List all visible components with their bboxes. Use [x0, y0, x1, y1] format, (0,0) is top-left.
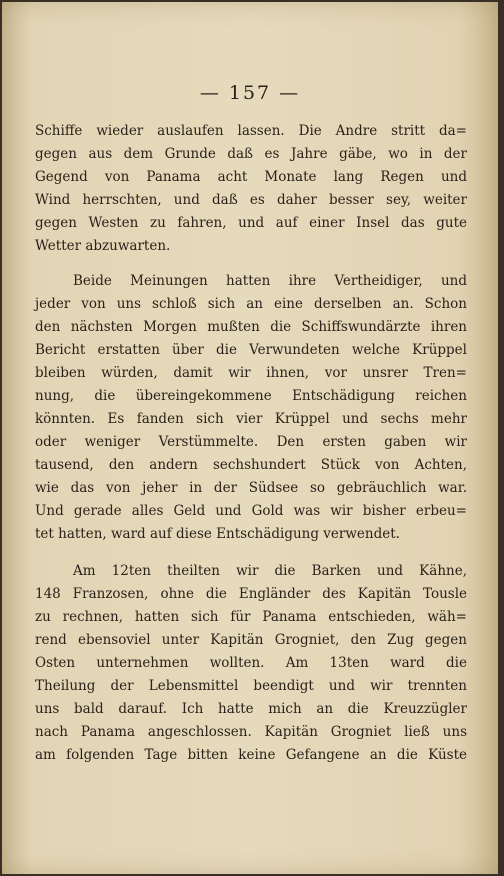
book-page [2, 2, 498, 874]
paragraph-2 [35, 270, 467, 546]
text-line: 148 Franzosen, ohne die Engländer des Kapitän Tousle [35, 586, 467, 602]
text-line: gegen aus dem Grunde daß es Jahre gäbe, wo in der [35, 146, 467, 162]
page-body [35, 120, 467, 767]
text-line: Beide Meinungen hatten ihre Vertheidiger, und [73, 273, 467, 289]
text-line: Und gerade alles Geld und Gold was wir bisher erbeu= [35, 503, 467, 519]
text-line: Theilung der Lebensmittel beendigt und wir trennten [35, 678, 467, 694]
text-line: bleiben würden, damit wir ihnen, vor unsrer Tren= [35, 365, 467, 381]
text-line: Am 12ten theilten wir die Barken und Kähne, [73, 563, 467, 579]
text-line: Wind herrschten, und daß es daher besser sey, weiter [35, 192, 467, 208]
text-line: nach Panama angeschlossen. Kapitän Grogniet ließ uns [35, 724, 467, 740]
text-line: Osten unternehmen wollten. Am 13ten ward die [35, 655, 467, 671]
text-line: Schiffe wieder auslaufen lassen. Die Andre stritt da= [35, 123, 467, 139]
text-line: tausend, den andern sechshundert Stück von Achten, [35, 457, 467, 473]
text-line: tet hatten, ward auf diese Entschädigung verwendet. [35, 526, 400, 542]
text-line: Bericht erstatten über die Verwundeten welche Krüppel [35, 342, 467, 358]
text-line: oder weniger Verstümmelte. Den ersten gaben wir [35, 434, 467, 450]
text-line: Gegend von Panama acht Monate lang Regen und [35, 169, 467, 185]
text-line: zu rechnen, hatten sich für Panama entschieden, wäh= [35, 609, 467, 625]
text-line: wie das von jeher in der Südsee so gebräuchlich war. [35, 480, 467, 496]
text-line: uns bald darauf. Ich hatte mich an die Kreuzzügler [35, 701, 467, 717]
text-line: gegen Westen zu fahren, und auf einer Insel das gute [35, 215, 467, 231]
page-number: — 157 — [199, 82, 301, 104]
text-line: am folgenden Tage bitten keine Gefangene an die Küste [35, 747, 467, 763]
paragraph-3 [35, 560, 467, 767]
text-line: jeder von uns schloß sich an eine derselben an. Schon [35, 296, 467, 312]
paragraph-1 [35, 120, 467, 258]
text-line: rend ebensoviel unter Kapitän Grogniet, den Zug gegen [35, 632, 467, 648]
paragraph-gap [35, 546, 467, 560]
text-line: den nächsten Morgen mußten die Schiffswundärzte ihren [35, 319, 467, 335]
text-line: Wetter abzuwarten. [35, 238, 171, 254]
paragraph-gap [35, 258, 467, 270]
text-line: nung, die übereingekommene Entschädigung reichen [35, 388, 467, 404]
text-line: könnten. Es fanden sich vier Krüppel und sechs mehr [35, 411, 467, 427]
